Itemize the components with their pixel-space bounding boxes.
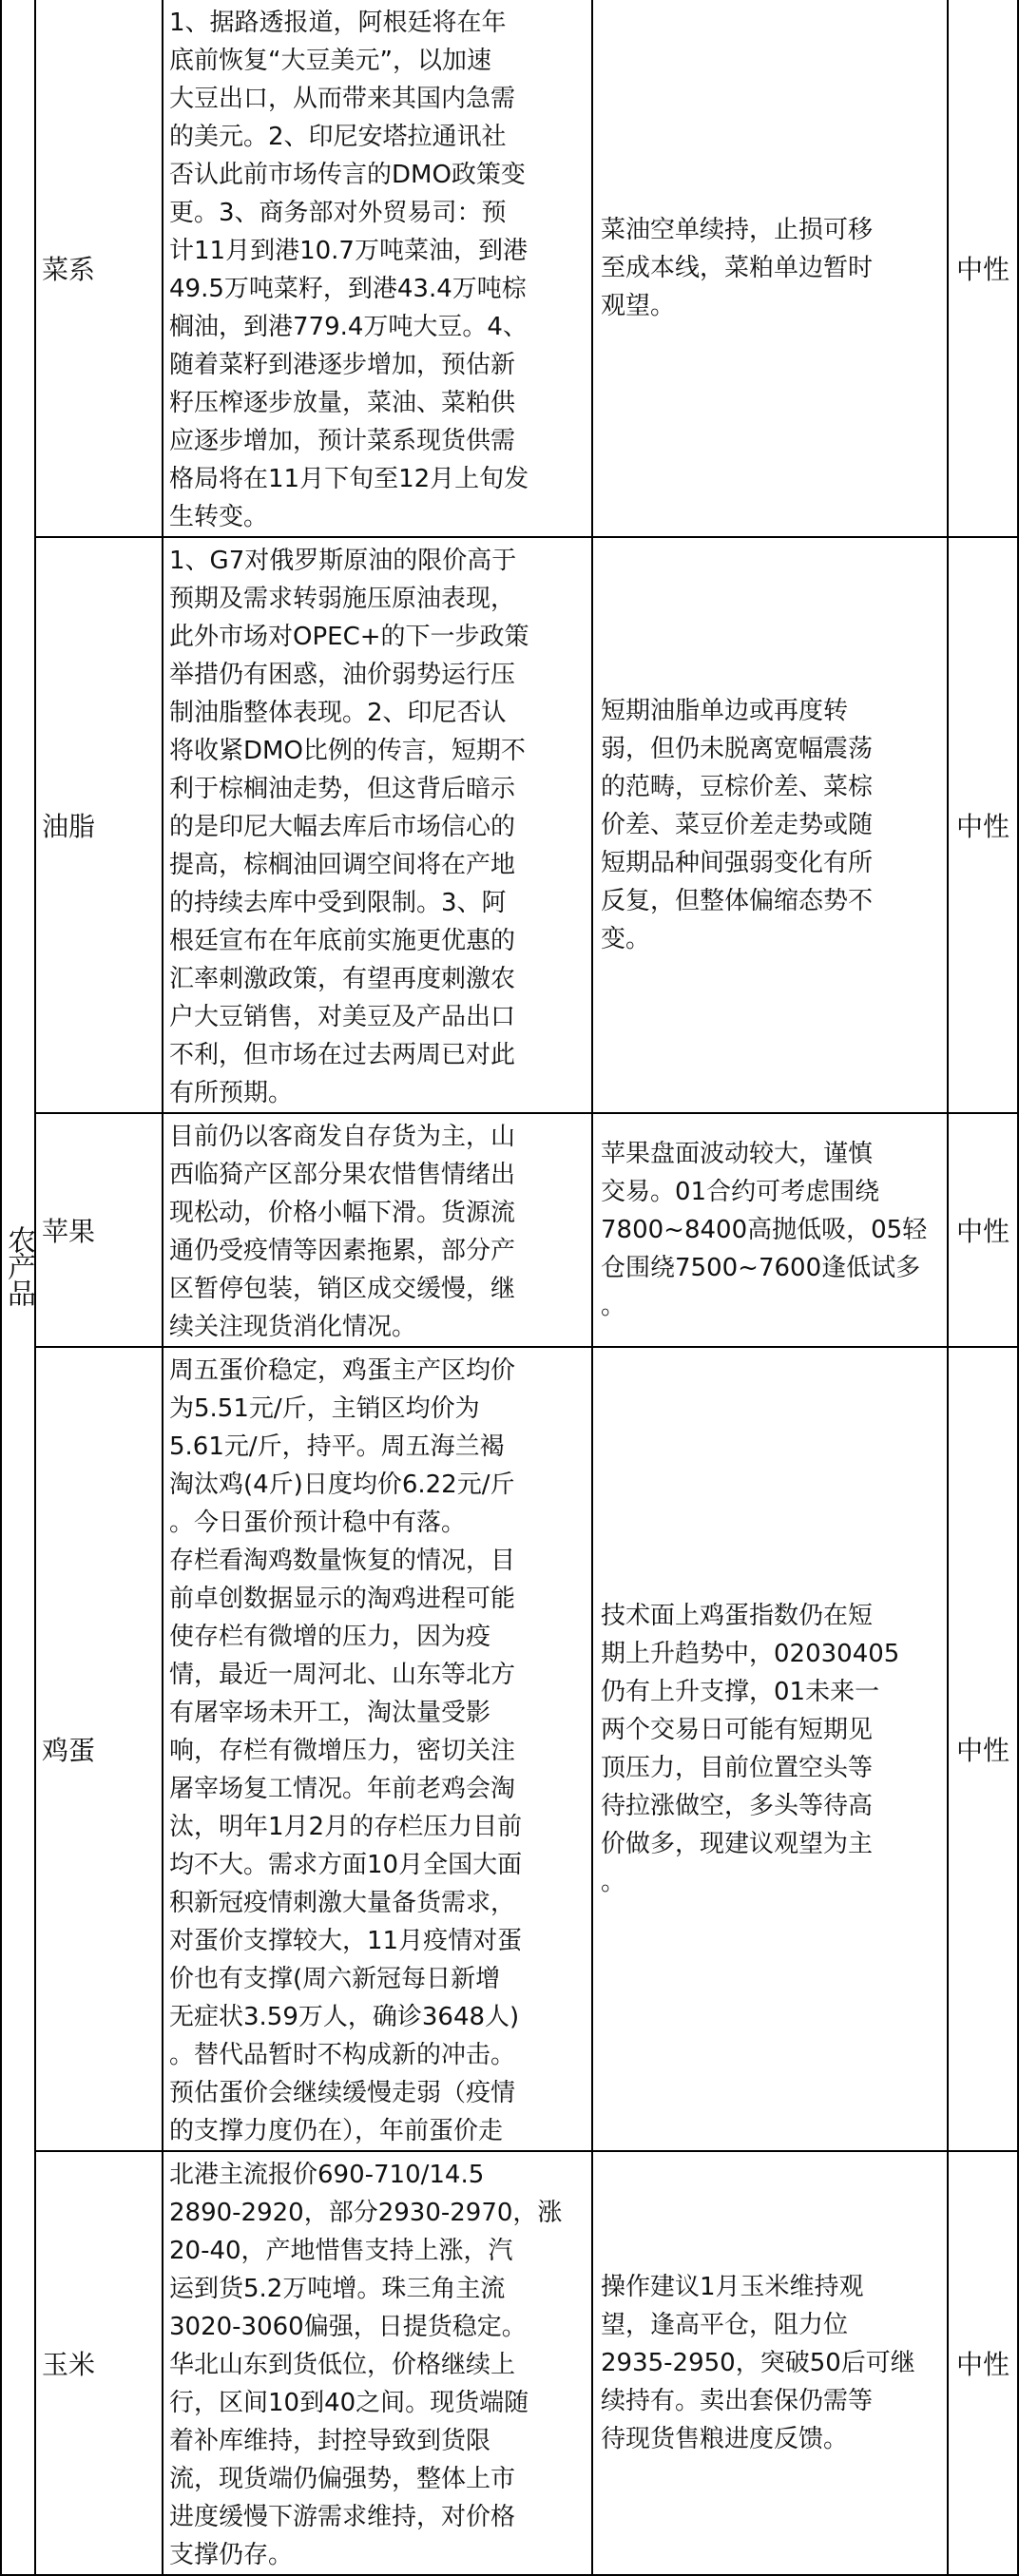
outlook-cell: 中性 (948, 1347, 1018, 2151)
product-name-cell: 菜系 (35, 0, 163, 537)
market-info-cell (163, 2151, 592, 2575)
strategy-advice-text: 苹果盘面波动较大，谨慎 交易。01合约可考虑围绕 7800~8400高抛低吸，05轻 仓围绕7500~7600逢低试多 。 (601, 1140, 928, 1320)
market-info-text: 目前仍以客商发自存货为主，山 西临猗产区部分果农惜售情绪出 现松动，价格小幅下滑。货源流 通仍受疫情等因素拖累，部分产 区暂停包装，销区成交缓慢，继 续关注现货消化情况。 (169, 1123, 516, 1341)
strategy-advice-cell (592, 1113, 948, 1347)
strategy-advice-cell (592, 2151, 948, 2575)
market-info-text: 1、G7对俄罗斯原油的限价高于 预期及需求转弱施压原油表现， 此外市场对OPEC+的下一步政策 举措仍有困惑，油价弱势运行压 制油脂整体表现。2、印尼否认 将收紧DMO比例的传言，短期不 利于棕榈油走势，但这背后暗示 的是印尼大幅去库后市场信心的 提高，棕榈油回调空间将在产地 的持续去库中受到限制。3、阿 根廷宣布在年底前实施更优惠的 汇率刺激政策，有望再度刺激农 户大豆销售，对美豆及产品出口 不利，但市场在过去两周已对此 有所预期。 (169, 547, 529, 1107)
outlook-cell: 中性 (948, 1113, 1018, 1347)
product-name-cell: 玉米 (35, 2151, 163, 2575)
market-info-cell (163, 1347, 592, 2151)
strategy-advice-cell (592, 537, 948, 1113)
market-info-cell (163, 0, 592, 537)
table-row-corn (1, 2151, 1018, 2575)
table-row-rapeseed (1, 0, 1018, 537)
outlook-cell: 中性 (948, 0, 1018, 537)
market-info-text: 北港主流报价690-710/14.5 2890-2920，部分2930-2970，涨 20-40，产地惜售支持上涨，汽 运到货5.2万吨增。珠三角主流 3020-3060偏强，日提货稳定。 华北山东到货低位，价格继续上 行，区间10到40之间。现货端随 着补库维持，封控导致到货限 流，现货端仍偏强势，整体上市 进度缓慢下游需求维持，对价格 支撑仍存。 (169, 2161, 563, 2569)
strategy-advice-text: 操作建议1月玉米维持观 望，逢高平仓，阻力位 2935-2950，突破50后可继 续持有。卖出套保仍需等 待现货售粮进度反馈。 (601, 2273, 915, 2453)
category-label: 农产品 (2, 1225, 35, 1305)
table-row-apple (1, 1113, 1018, 1347)
market-info-cell (163, 1113, 592, 1347)
category-cell (1, 0, 35, 2575)
outlook-cell: 中性 (948, 537, 1018, 1113)
strategy-advice-text: 技术面上鸡蛋指数仍在短 期上升趋势中，02030405 仍有上升支撑，01未来一 两个交易日可能有短期见 顶压力，目前位置空头等 待拉涨做空，多头等待高 价做多，现建议观望为主 。 (601, 1602, 900, 1896)
strategy-advice-cell (592, 0, 948, 537)
product-name-cell: 油脂 (35, 537, 163, 1113)
outlook-cell: 中性 (948, 2151, 1018, 2575)
product-name-cell: 鸡蛋 (35, 1347, 163, 2151)
table-row-egg (1, 1347, 1018, 2151)
market-info-text: 周五蛋价稳定，鸡蛋主产区均价 为5.51元/斤，主销区均价为 5.61元/斤，持平。周五海兰褐 淘汰鸡(4斤)日度均价6.22元/斤 。今日蛋价预计稳中有落。 存栏看淘鸡数量恢复的情况，目 前卓创数据显示的淘鸡进程可能 使存栏有微增的压力，因为疫 情，最近一周河北、山东等北方 有屠宰场未开工，淘汰量受影 响，存栏有微增压力，密切关注 屠宰场复工情况。年前老鸡会淘 汰，明年1月2月的存栏压力目前 均不大。需求方面10月全国大面 积新冠疫情刺激大量备货需求， 对蛋价支撑较大，11月疫情对蛋 价也有支撑(周六新冠每日新增 无症状3.59万人，确诊3648人) 。替代品暂时不构成新的冲击。 预估蛋价会继续缓慢走弱（疫情 的支撑力度仍在），年前蛋价走 (169, 1356, 523, 2145)
product-name-cell: 苹果 (35, 1113, 163, 1347)
strategy-advice-cell (592, 1347, 948, 2151)
market-info-cell (163, 537, 592, 1113)
strategy-advice-text: 短期油脂单边或再度转 弱，但仍未脱离宽幅震荡 的范畴，豆棕价差、菜棕 价差、菜豆价差走势或随 短期品种间强弱变化有所 反复，但整体偏缩态势不 变。 (601, 697, 874, 953)
market-info-text: 1、据路透报道，阿根廷将在年 底前恢复“大豆美元”，以加速 大豆出口，从而带来其国内急需 的美元。2、印尼安塔拉通讯社 否认此前市场传言的DMO政策变 更。3、商务部对外贸易司：预 计11月到港10.7万吨菜油，到港 49.5万吨菜籽，到港43.4万吨棕 榈油，到港779.4万吨大豆。4、 随着菜籽到港逐步增加，预估新 籽压榨逐步放量，菜油、菜粕供 应逐步增加，预计菜系现货供需 格局将在11月下旬至12月上旬发 生转变。 (169, 9, 529, 531)
strategy-advice-text: 菜油空单续持，止损可移 至成本线，菜粕单边暂时 观望。 (601, 216, 874, 320)
table-row-oils (1, 537, 1018, 1113)
